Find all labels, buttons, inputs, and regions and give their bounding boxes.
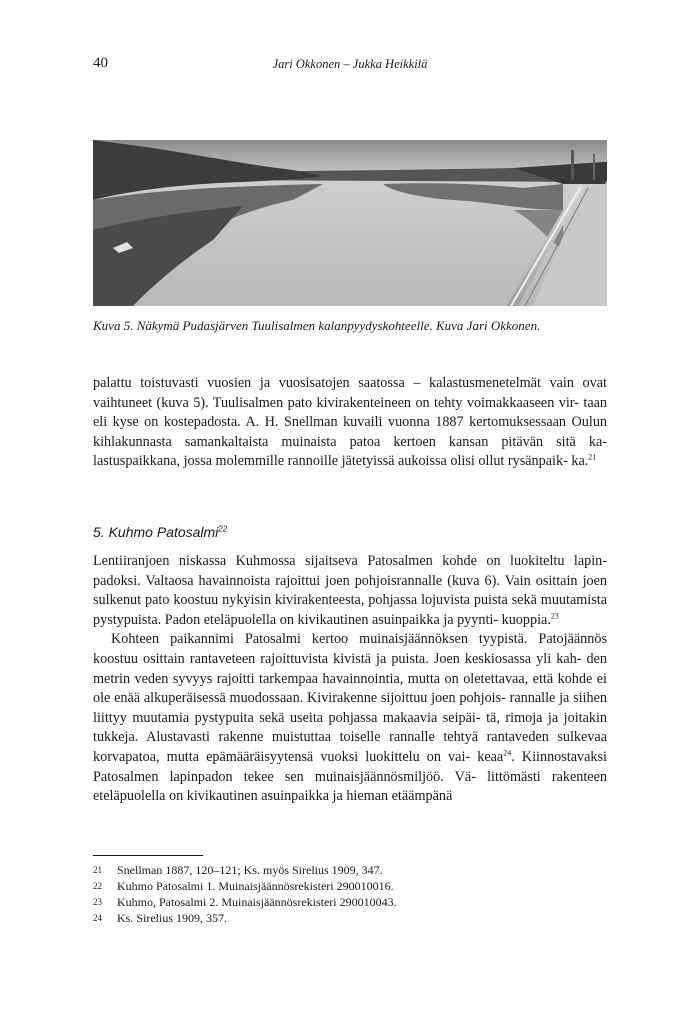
running-head: Jari Okkonen – Jukka Heikkilä bbox=[272, 57, 428, 71]
footnotes bbox=[93, 862, 607, 926]
para1-line-4: Oulun kihlakunnasta samankaltaista muinaista patoa kertoen kansan pitävän sitä ka- bbox=[93, 414, 607, 450]
para3-line-6: tä, rimoja ja joitakin tukkeja. Alustavasti rakenne muistuttaa toiselle rannalle tehtyä bbox=[93, 709, 608, 746]
para2-line-5: kuoppia. bbox=[501, 611, 551, 628]
para1-line-2: vaihtuneet (kuva 5). Tuulisalmen pato kivirakenteineen on tehty voimakkaaseen vir- bbox=[93, 394, 579, 411]
figure-caption: Kuva 5. Näkymä Pudasjärven Tuulisalmen kalanpyydyskohteelle. Kuva Jari Okkonen. bbox=[93, 318, 541, 333]
para2-line-4: muutamista pystypuista. Padon eteläpuolella on kivikautinen asuinpaikka ja pyynti- bbox=[93, 592, 607, 628]
para2-line-2: padoksi. Valtaosa havainnoista rajoittui joen pohjoisrannalle (kuva 6). Vain osittain bbox=[93, 572, 578, 589]
para3-line-7: rantaveden sulkevaa korvapatoa, mutta epämääräisyytensä vuoksi luokittelu on vai- bbox=[93, 729, 607, 765]
para1-line-6: ka. bbox=[571, 453, 589, 470]
footnote bbox=[93, 878, 607, 894]
footnote bbox=[93, 894, 607, 910]
body-section-5 bbox=[93, 552, 607, 807]
para3-line-9: littömästi rakenteen eteläpuolella on kivikautinen asuinpaikka ja hieman etäämpänä bbox=[93, 768, 607, 805]
footnote-number: 22 bbox=[93, 881, 102, 891]
para3-line-5: rannalle ja siihen liittyy muutamia pystypuita sekä useita pohjassa makaavia seipäi- bbox=[93, 690, 607, 726]
footnote-ref-22[interactable]: 22 bbox=[218, 524, 228, 534]
footnote bbox=[93, 862, 607, 878]
para2-line-3: joen sulkenut pato koostuu nykyisin kivirakenteesta, pohjassa lojuvista puista sekä bbox=[93, 572, 608, 609]
para3-line-4: kohde ei ole enää alkuperäisessä muodossaan. Kivirakenne sijoittuu joen pohjois- bbox=[93, 670, 607, 707]
para3-line-8-start: keaa bbox=[477, 748, 504, 765]
para3-line-8-end: . Kiinnostavaksi Patosalmen lapinpadon tekee sen muinaisjäännösmiljöö. Vä- bbox=[93, 748, 607, 785]
footnote-text: Ks. Sirelius 1909, 357. bbox=[117, 911, 228, 925]
footnote-ref-21[interactable]: 21 bbox=[588, 452, 597, 462]
footnote-text: Kuhmo, Patosalmi 2. Muinaisjäännösrekisteri 290010043. bbox=[117, 895, 397, 909]
footnote-number: 23 bbox=[93, 897, 102, 907]
para3-line-2: koostuu osittain rantaveteen rajoittuvista kivistä ja puista. Joen keskiosassa yli kah- bbox=[93, 650, 582, 667]
footnote-rule bbox=[93, 855, 203, 856]
para1-line-5: lastuspaikkana, jossa molemmille rannoille jätetyissä aukoissa olisi ollut rysänpaik- bbox=[93, 453, 568, 470]
footnote-text: Snellman 1887, 120–121; Ks. myös Sirelius 1909, 347. bbox=[117, 863, 383, 877]
para3-line-3: den metrin veden syvyys rajoitti tarkempaa havainnointia, mutta on oletettavaa, että bbox=[93, 650, 608, 687]
para2-line-1: Lentiiranjoen niskassa Kuhmossa sijaitseva Patosalmen kohde on luokiteltu lapin- bbox=[93, 553, 607, 569]
para1-line-1: palattu toistuvasti vuosien ja vuosisatojen saatossa – kalastusmenetelmät vain ovat bbox=[93, 375, 607, 391]
footnote bbox=[93, 910, 607, 926]
section-title: 5. Kuhmo Patosalmi bbox=[93, 524, 219, 540]
paragraph-1 bbox=[93, 374, 607, 472]
para1-line-3: taan eli kyse on kostepadosta. A. H. Snellman kuvaili vuonna 1887 kertomuksessaan bbox=[93, 394, 608, 431]
page-number: 40 bbox=[93, 55, 108, 71]
footnote-ref-23[interactable]: 23 bbox=[550, 611, 559, 621]
paragraph-2 bbox=[93, 552, 607, 630]
figure-photo bbox=[93, 140, 607, 306]
footnote-text: Kuhmo Patosalmi 1. Muinaisjäännösrekisteri 290010016. bbox=[117, 879, 394, 893]
footnote-ref-24[interactable]: 24 bbox=[503, 748, 512, 758]
para3-line-1: Kohteen paikannimi Patosalmi kertoo muinaisjäännöksen tyypistä. Patojäännös bbox=[111, 631, 607, 648]
river-landscape-photo bbox=[93, 140, 607, 306]
footnote-number: 24 bbox=[93, 913, 102, 923]
footnote-number: 21 bbox=[93, 865, 102, 875]
paragraph-3 bbox=[93, 630, 607, 806]
section-heading bbox=[93, 524, 227, 540]
